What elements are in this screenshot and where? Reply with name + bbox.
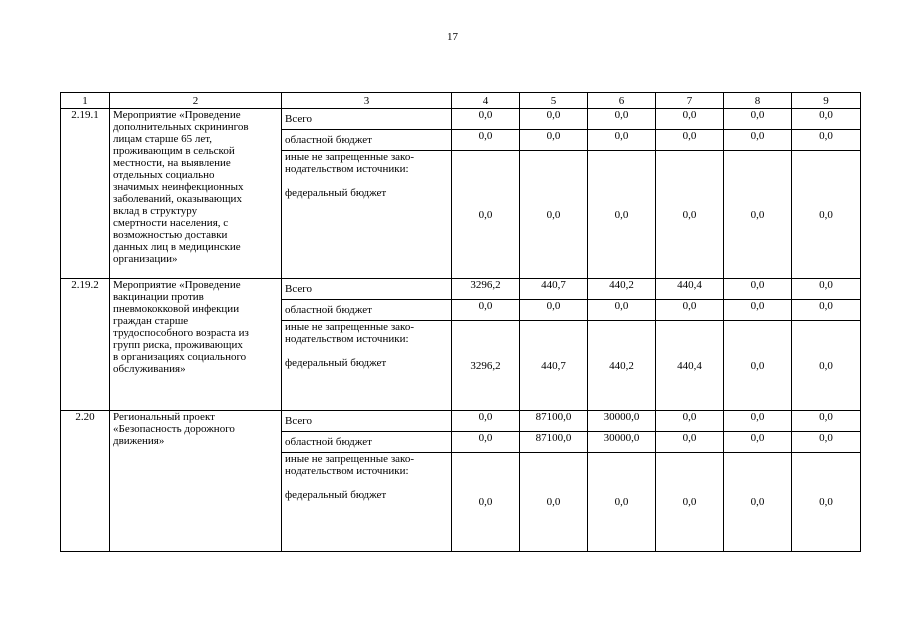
measure-name-line: обслуживания» <box>113 363 186 375</box>
funding-source-other <box>282 321 452 411</box>
value-cell: 440,7 <box>520 321 588 411</box>
header-cell: 7 <box>656 93 724 109</box>
measure-name-line: смертности населения, с <box>113 217 229 229</box>
spacer <box>285 477 448 489</box>
measure-name-line: отдельных социально <box>113 169 215 181</box>
header-cell: 9 <box>792 93 861 109</box>
measure-name-line: возможностью доставки <box>113 229 228 241</box>
value-cell: 0,0 <box>792 432 861 453</box>
value-cell: 0,0 <box>520 130 588 151</box>
funding-source-federal: федеральный бюджет <box>285 187 387 199</box>
value-cell: 0,0 <box>792 109 861 130</box>
measure-name-line: вклад в структуру <box>113 205 198 217</box>
measure-number: 2.19.2 <box>61 279 110 411</box>
value-cell: 0,0 <box>724 109 792 130</box>
value-cell: 3296,2 <box>452 321 520 411</box>
measure-name-line: данных лиц в медицинские <box>113 241 241 253</box>
header-cell: 6 <box>588 93 656 109</box>
funding-source-line: нодательством источники: <box>285 333 409 345</box>
measure-name-line: граждан старше <box>113 315 189 327</box>
value-cell: 0,0 <box>452 432 520 453</box>
table-row <box>61 411 861 432</box>
header-cell: 3 <box>282 93 452 109</box>
budget-table <box>60 92 861 552</box>
value-cell: 0,0 <box>452 130 520 151</box>
funding-source-federal: федеральный бюджет <box>285 489 387 501</box>
value-cell: 0,0 <box>588 300 656 321</box>
value-cell: 0,0 <box>588 151 656 279</box>
measure-name-line: движения» <box>113 435 165 447</box>
funding-source-total: Всего <box>282 279 452 300</box>
value-cell: 87100,0 <box>520 432 588 453</box>
value-cell: 0,0 <box>724 453 792 552</box>
value-cell: 0,0 <box>792 411 861 432</box>
table-row <box>61 109 861 130</box>
funding-source-line: нодательством источники: <box>285 465 409 477</box>
funding-source-line: иные не запрещенные зако- <box>285 151 414 163</box>
header-row <box>61 93 861 109</box>
value-cell: 0,0 <box>520 300 588 321</box>
funding-source-total: Всего <box>282 109 452 130</box>
value-cell: 0,0 <box>656 300 724 321</box>
measure-name-line: пневмококковой инфекции <box>113 303 240 315</box>
value-cell: 0,0 <box>588 453 656 552</box>
value-cell: 87100,0 <box>520 411 588 432</box>
value-cell: 0,0 <box>588 130 656 151</box>
value-cell: 0,0 <box>588 109 656 130</box>
value-cell: 0,0 <box>792 151 861 279</box>
header-cell: 8 <box>724 93 792 109</box>
funding-source-line: иные не запрещенные зако- <box>285 321 414 333</box>
value-cell: 30000,0 <box>588 411 656 432</box>
value-cell: 0,0 <box>792 279 861 300</box>
value-cell: 440,4 <box>656 321 724 411</box>
funding-source-federal: федеральный бюджет <box>285 357 387 369</box>
measure-name <box>110 109 282 279</box>
header-cell: 1 <box>61 93 110 109</box>
funding-source-line: иные не запрещенные зако- <box>285 453 414 465</box>
measure-name-line: Региональный проект <box>113 411 215 423</box>
value-cell: 0,0 <box>724 321 792 411</box>
measure-name-line: лицам старше 65 лет, <box>113 133 213 145</box>
value-cell: 0,0 <box>520 109 588 130</box>
value-cell: 0,0 <box>520 151 588 279</box>
measure-name <box>110 411 282 552</box>
value-cell: 0,0 <box>656 432 724 453</box>
value-cell: 0,0 <box>724 411 792 432</box>
measure-name-line: в организациях социального <box>113 351 247 363</box>
funding-source-other <box>282 453 452 552</box>
funding-source-regional: областной бюджет <box>282 300 452 321</box>
measure-name-line: Мероприятие «Проведение <box>113 109 241 121</box>
measure-name-line: групп риска, проживающих <box>113 339 243 351</box>
value-cell: 0,0 <box>792 321 861 411</box>
value-cell: 0,0 <box>724 151 792 279</box>
measure-name <box>110 279 282 411</box>
measure-name-line: организации» <box>113 253 178 265</box>
value-cell: 0,0 <box>792 130 861 151</box>
measure-name-line: дополнительных скринингов <box>113 121 249 133</box>
measure-name-line: проживающим в сельской <box>113 145 235 157</box>
measure-name-line: вакцинации против <box>113 291 204 303</box>
value-cell: 0,0 <box>452 151 520 279</box>
value-cell: 0,0 <box>520 453 588 552</box>
header-cell: 2 <box>110 93 282 109</box>
header-cell: 5 <box>520 93 588 109</box>
measure-name-line: Мероприятие «Проведение <box>113 279 241 291</box>
measure-name-line: значимых неинфекционных <box>113 181 244 193</box>
value-cell: 0,0 <box>724 300 792 321</box>
value-cell: 0,0 <box>792 300 861 321</box>
value-cell: 3296,2 <box>452 279 520 300</box>
measure-name-line: трудоспособного возраста из <box>113 327 249 339</box>
value-cell: 0,0 <box>656 151 724 279</box>
value-cell: 0,0 <box>452 109 520 130</box>
table-row <box>61 279 861 300</box>
funding-source-total: Всего <box>282 411 452 432</box>
value-cell: 440,2 <box>588 321 656 411</box>
funding-source-regional: областной бюджет <box>282 130 452 151</box>
value-cell: 30000,0 <box>588 432 656 453</box>
value-cell: 0,0 <box>724 432 792 453</box>
value-cell: 0,0 <box>452 411 520 432</box>
value-cell: 440,2 <box>588 279 656 300</box>
measure-name-line: местности, на выявление <box>113 157 231 169</box>
measure-number: 2.20 <box>61 411 110 552</box>
funding-source-line: нодательством источники: <box>285 163 409 175</box>
funding-source-other <box>282 151 452 279</box>
value-cell: 0,0 <box>724 130 792 151</box>
measure-name-line: заболеваний, оказывающих <box>113 193 242 205</box>
value-cell: 440,7 <box>520 279 588 300</box>
value-cell: 0,0 <box>792 453 861 552</box>
measure-name-line: «Безопасность дорожного <box>113 423 235 435</box>
value-cell: 0,0 <box>452 300 520 321</box>
value-cell: 0,0 <box>656 109 724 130</box>
value-cell: 0,0 <box>656 130 724 151</box>
value-cell: 440,4 <box>656 279 724 300</box>
value-cell: 0,0 <box>656 411 724 432</box>
spacer <box>285 175 448 187</box>
measure-number: 2.19.1 <box>61 109 110 279</box>
funding-source-regional: областной бюджет <box>282 432 452 453</box>
value-cell: 0,0 <box>656 453 724 552</box>
value-cell: 0,0 <box>452 453 520 552</box>
header-cell: 4 <box>452 93 520 109</box>
page-number: 17 <box>447 31 458 43</box>
spacer <box>285 345 448 357</box>
value-cell: 0,0 <box>724 279 792 300</box>
